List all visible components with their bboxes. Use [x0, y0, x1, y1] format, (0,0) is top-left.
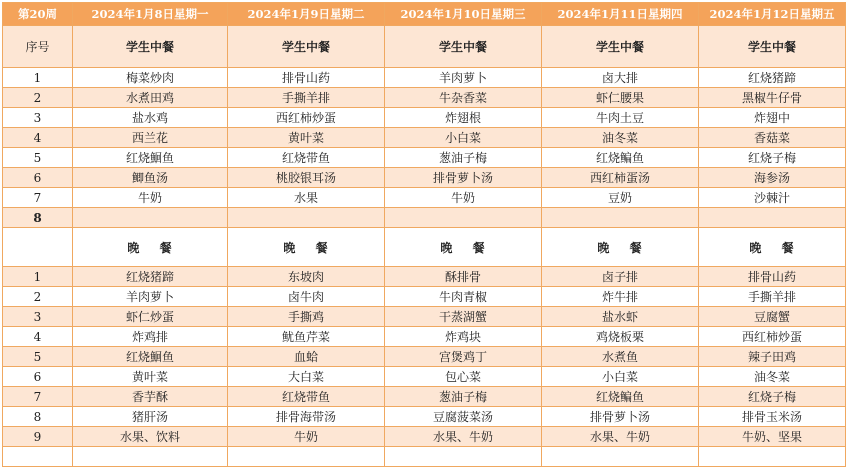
dinner-title-3	[385, 228, 542, 267]
dish-cell: 海参汤	[699, 168, 846, 188]
row-number: 5	[3, 148, 73, 168]
dinner-row	[3, 287, 846, 307]
dinner-title-text: 晚 餐	[440, 240, 486, 255]
dish-cell: 辣子田鸡	[699, 347, 846, 367]
lunch-row	[3, 68, 846, 88]
dish-cell: 西红柿炒蛋	[699, 327, 846, 347]
dish-cell: 水果、饮料	[73, 427, 228, 447]
dish-cell: 西红柿蛋汤	[542, 168, 699, 188]
row-number: 2	[3, 287, 73, 307]
lunch-row	[3, 128, 846, 148]
dish-cell: 香芋酥	[73, 387, 228, 407]
dish-cell: 大白菜	[228, 367, 385, 387]
lunch-title-2: 学生中餐	[228, 26, 385, 68]
dish-cell: 香菇菜	[699, 128, 846, 148]
day-header-2: 2024年1月9日星期二	[228, 3, 385, 26]
dish-cell: 红烧带鱼	[228, 148, 385, 168]
row-number: 1	[3, 267, 73, 287]
dish-cell: 手撕羊排	[699, 287, 846, 307]
dinner-row	[3, 387, 846, 407]
dish-cell: 小白菜	[385, 128, 542, 148]
dish-cell: 豆奶	[542, 188, 699, 208]
dish-cell: 鱿鱼芹菜	[228, 327, 385, 347]
dinner-seq-cell	[3, 228, 73, 267]
dish-cell: 卤大排	[542, 68, 699, 88]
seq-header: 序号	[3, 26, 73, 68]
dish-cell: 虾仁炒蛋	[73, 307, 228, 327]
dinner-row	[3, 267, 846, 287]
dish-cell: 葱油子梅	[385, 148, 542, 168]
dish-cell: 血蛤	[228, 347, 385, 367]
lunch-title-5: 学生中餐	[699, 26, 846, 68]
dish-cell: 虾仁腰果	[542, 88, 699, 108]
dish-cell: 红烧猪蹄	[73, 267, 228, 287]
day-header-1: 2024年1月8日星期一	[73, 3, 228, 26]
dish-cell: 牛奶	[385, 188, 542, 208]
dish-cell	[385, 208, 542, 228]
lunch-title-3: 学生中餐	[385, 26, 542, 68]
dinner-title-2	[228, 228, 385, 267]
dinner-title-1	[73, 228, 228, 267]
row-number: 8	[3, 407, 73, 427]
dish-cell: 东坡肉	[228, 267, 385, 287]
dinner-row	[3, 367, 846, 387]
dish-cell: 油冬菜	[699, 367, 846, 387]
row-number	[3, 447, 73, 467]
dish-cell: 牛奶	[228, 427, 385, 447]
lunch-row	[3, 148, 846, 168]
row-number: 7	[3, 387, 73, 407]
dish-cell: 炸鸡排	[73, 327, 228, 347]
dinner-title-5	[699, 228, 846, 267]
dinner-row	[3, 407, 846, 427]
dinner-title-row	[3, 228, 846, 267]
row-number: 4	[3, 128, 73, 148]
lunch-row	[3, 208, 846, 228]
dish-cell: 盐水虾	[542, 307, 699, 327]
row-number: 9	[3, 427, 73, 447]
dish-cell: 牛奶	[73, 188, 228, 208]
dish-cell: 牛奶、坚果	[699, 427, 846, 447]
lunch-title-1: 学生中餐	[73, 26, 228, 68]
dish-cell: 羊肉萝卜	[73, 287, 228, 307]
dish-cell	[73, 208, 228, 228]
dish-cell: 鸡烧板栗	[542, 327, 699, 347]
dish-cell: 炸翅中	[699, 108, 846, 128]
dish-cell: 排骨海带汤	[228, 407, 385, 427]
dish-cell: 排骨玉米汤	[699, 407, 846, 427]
dinner-title-text: 晚 餐	[749, 240, 795, 255]
dish-cell: 红烧子梅	[699, 148, 846, 168]
row-number: 5	[3, 347, 73, 367]
dish-cell	[228, 447, 385, 467]
day-header-4: 2024年1月11日星期四	[542, 3, 699, 26]
dish-cell: 红烧鳊鱼	[542, 148, 699, 168]
dish-cell: 炸鸡块	[385, 327, 542, 347]
dish-cell: 水煮鱼	[542, 347, 699, 367]
dinner-title-4	[542, 228, 699, 267]
header-row	[3, 3, 846, 26]
dish-cell: 西兰花	[73, 128, 228, 148]
dish-cell: 牛杂香菜	[385, 88, 542, 108]
dish-cell: 排骨萝卜汤	[385, 168, 542, 188]
dish-cell: 卤牛肉	[228, 287, 385, 307]
dish-cell: 干蒸湖蟹	[385, 307, 542, 327]
dish-cell	[542, 447, 699, 467]
dinner-row	[3, 447, 846, 467]
dish-cell: 宫煲鸡丁	[385, 347, 542, 367]
dish-cell	[699, 447, 846, 467]
row-number: 4	[3, 327, 73, 347]
dinner-row	[3, 307, 846, 327]
dish-cell	[228, 208, 385, 228]
dish-cell: 梅菜炒肉	[73, 68, 228, 88]
dish-cell: 包心菜	[385, 367, 542, 387]
dish-cell: 油冬菜	[542, 128, 699, 148]
dish-cell: 鲫鱼汤	[73, 168, 228, 188]
dish-cell: 西红柿炒蛋	[228, 108, 385, 128]
dish-cell: 牛肉青椒	[385, 287, 542, 307]
dish-cell: 黑椒牛仔骨	[699, 88, 846, 108]
lunch-row	[3, 108, 846, 128]
dish-cell: 红烧鮰鱼	[73, 148, 228, 168]
dish-cell: 排骨山药	[699, 267, 846, 287]
lunch-title-4: 学生中餐	[542, 26, 699, 68]
dish-cell: 手撕鸡	[228, 307, 385, 327]
row-number: 1	[3, 68, 73, 88]
dish-cell	[699, 208, 846, 228]
dish-cell: 黄叶菜	[228, 128, 385, 148]
dish-cell	[385, 447, 542, 467]
dish-cell	[73, 447, 228, 467]
dinner-title-text: 晚 餐	[283, 240, 329, 255]
dish-cell: 豆腐蟹	[699, 307, 846, 327]
lunch-title-row	[3, 26, 846, 68]
dish-cell: 沙棘汁	[699, 188, 846, 208]
row-number: 6	[3, 168, 73, 188]
week-label: 第20周	[3, 3, 73, 26]
row-number: 2	[3, 88, 73, 108]
dish-cell: 水果、牛奶	[542, 427, 699, 447]
day-header-5: 2024年1月12日星期五	[699, 3, 846, 26]
dish-cell: 排骨萝卜汤	[542, 407, 699, 427]
dish-cell: 水果	[228, 188, 385, 208]
dinner-row	[3, 347, 846, 367]
dish-cell: 红烧鳊鱼	[542, 387, 699, 407]
dish-cell	[542, 208, 699, 228]
dish-cell: 豆腐菠菜汤	[385, 407, 542, 427]
dish-cell: 小白菜	[542, 367, 699, 387]
dinner-title-text: 晚 餐	[597, 240, 643, 255]
row-number: 3	[3, 108, 73, 128]
dish-cell: 卤子排	[542, 267, 699, 287]
dish-cell: 葱油子梅	[385, 387, 542, 407]
weekly-menu-table	[2, 2, 846, 467]
dish-cell: 红烧猪蹄	[699, 68, 846, 88]
dish-cell: 牛肉土豆	[542, 108, 699, 128]
dish-cell: 猪肝汤	[73, 407, 228, 427]
lunch-row	[3, 168, 846, 188]
row-number: 6	[3, 367, 73, 387]
dish-cell: 桃胶银耳汤	[228, 168, 385, 188]
dish-cell: 炸翅根	[385, 108, 542, 128]
lunch-row	[3, 188, 846, 208]
dish-cell: 水果、牛奶	[385, 427, 542, 447]
row-number: 8	[3, 208, 73, 228]
dish-cell: 水煮田鸡	[73, 88, 228, 108]
day-header-3: 2024年1月10日星期三	[385, 3, 542, 26]
dinner-row	[3, 327, 846, 347]
menu-table-body	[3, 3, 846, 467]
dish-cell: 炸牛排	[542, 287, 699, 307]
dish-cell: 手撕羊排	[228, 88, 385, 108]
dish-cell: 酥排骨	[385, 267, 542, 287]
dish-cell: 羊肉萝卜	[385, 68, 542, 88]
dish-cell: 红烧子梅	[699, 387, 846, 407]
row-number: 7	[3, 188, 73, 208]
dinner-row	[3, 427, 846, 447]
dish-cell: 黄叶菜	[73, 367, 228, 387]
row-number: 3	[3, 307, 73, 327]
dinner-title-text: 晚 餐	[127, 240, 173, 255]
dish-cell: 红烧鮰鱼	[73, 347, 228, 367]
lunch-row	[3, 88, 846, 108]
dish-cell: 排骨山药	[228, 68, 385, 88]
dish-cell: 盐水鸡	[73, 108, 228, 128]
dish-cell: 红烧带鱼	[228, 387, 385, 407]
